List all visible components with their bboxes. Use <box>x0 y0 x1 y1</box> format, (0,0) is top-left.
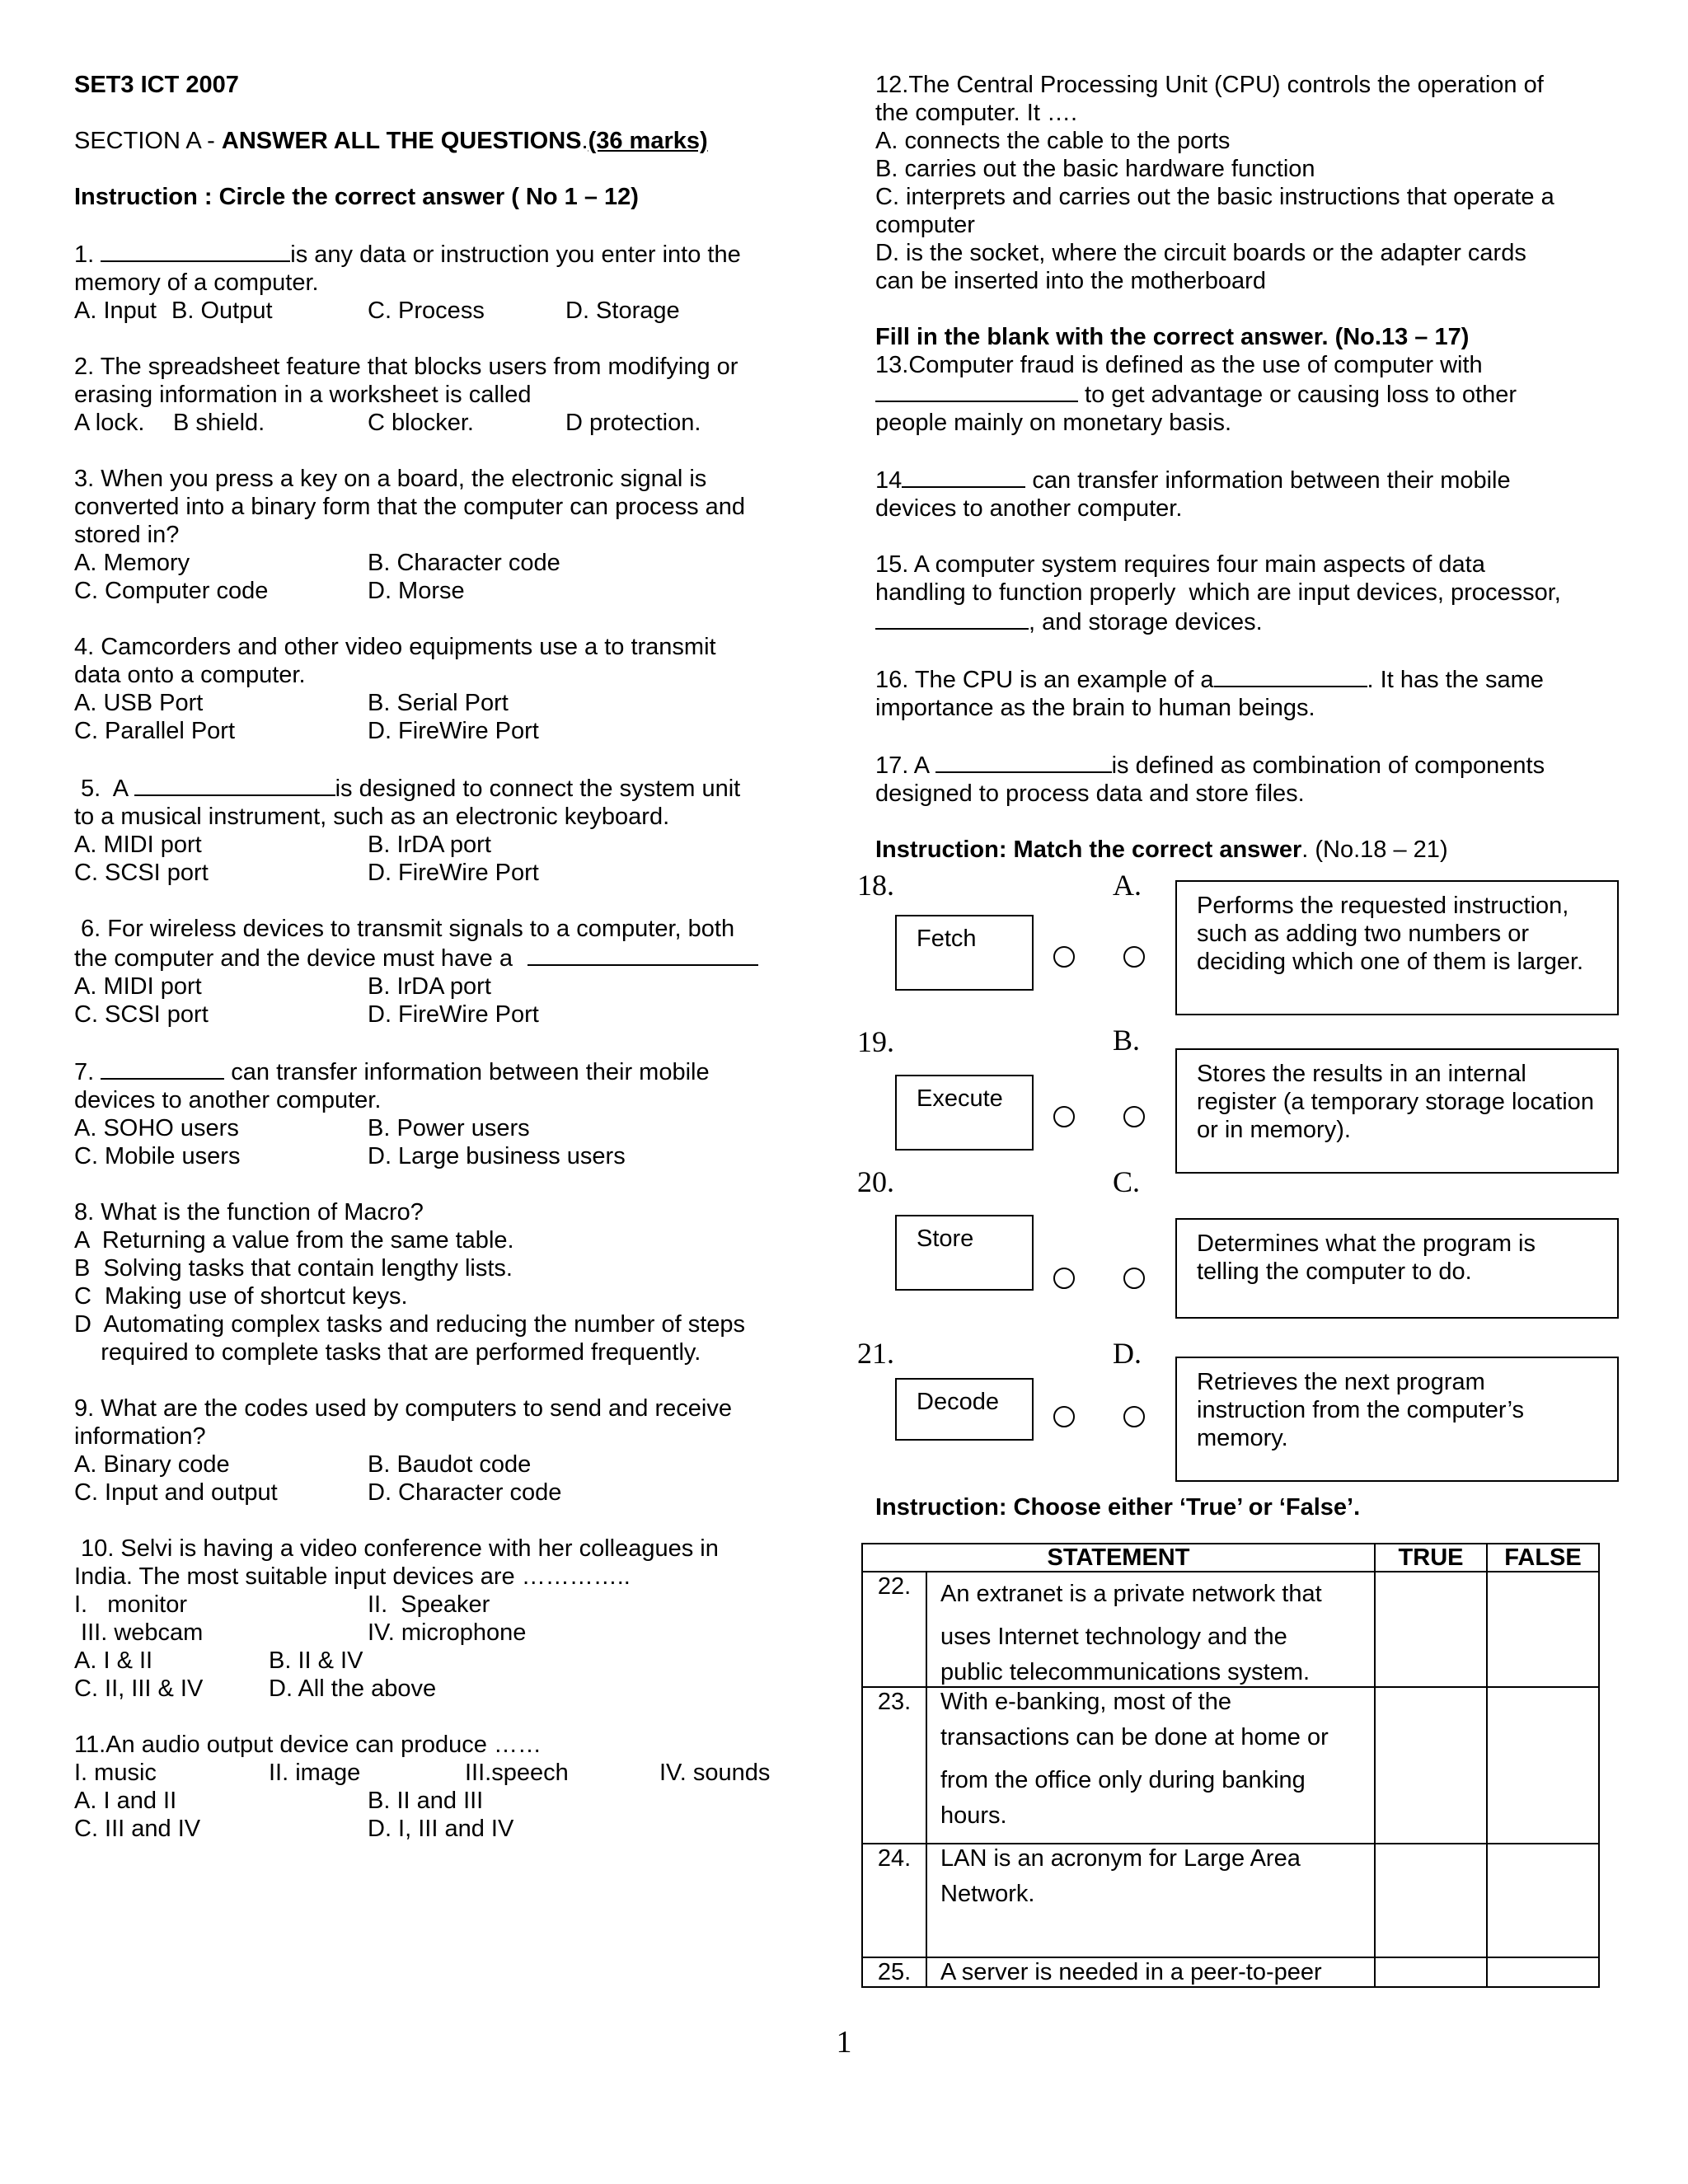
match-circle-left[interactable] <box>1053 946 1075 968</box>
false-cell[interactable] <box>1487 1687 1599 1844</box>
left-column <box>74 71 816 1843</box>
question-7: 7. can transfer information between their mobile devices to another computer. A. SOHO users B. Power users C. Mobile users D. Large business users <box>74 1057 816 1170</box>
match-desc-box: Determines what the program is telling the computer to do. <box>1175 1218 1619 1319</box>
match-letter: B. <box>1113 1024 1141 1057</box>
match-term-box: Execute <box>895 1075 1034 1151</box>
page-number: 1 <box>836 2025 852 2060</box>
question-6: 6. For wireless devices to transmit signals to a computer, both the computer and the device must have a A. MIDI port B. IrDA port C. SCSI port D. FireWire Port <box>74 915 816 1029</box>
table-row: 24. LAN is an acronym for Large Area Network. <box>862 1844 1599 1957</box>
match-term-box: Store <box>895 1215 1034 1291</box>
match-instruction: Instruction: Match the correct answer. (No.18 – 21) <box>875 837 1448 863</box>
match-letter: D. <box>1113 1337 1142 1370</box>
true-cell[interactable] <box>1375 1687 1487 1844</box>
table-row: 25. A server is needed in a peer-to-peer <box>862 1957 1599 1987</box>
match-number: 18. <box>857 869 894 902</box>
match-desc-box: Retrieves the next program instruction from the computer’s memory. <box>1175 1357 1619 1482</box>
right-column <box>875 71 1601 864</box>
truefalse-table <box>861 1543 1600 1988</box>
section-heading: SECTION A - ANSWER ALL THE QUESTIONS.(36 marks) <box>74 128 708 154</box>
match-desc-box: Performs the requested instruction, such as adding two numbers or deciding which one of them is larger. <box>1175 880 1619 1015</box>
match-term-box: Decode <box>895 1378 1034 1441</box>
set-title: SET3 ICT 2007 <box>74 72 239 98</box>
question-3: 3. When you press a key on a board, the electronic signal is converted into a binary form that the computer can process and stored in? A. Memory B. Character code C. Computer code D. Morse <box>74 466 746 604</box>
match-letter: A. <box>1113 869 1142 902</box>
match-desc-box: Stores the results in an internal register (a temporary storage location or in memory). <box>1175 1048 1619 1174</box>
match-number: 21. <box>857 1337 894 1370</box>
match-circle-right[interactable] <box>1123 1268 1145 1289</box>
question-4: 4. Camcorders and other video equipments use a to transmit data onto a computer. A. USB Port B. Serial Port C. Parallel Port D. FireWire Port <box>74 634 716 744</box>
question-11: 11.An audio output device can produce …… I. music II. image III.speech IV. sounds A. I and II B. II and III C. III and IV D. I, III and IV <box>74 1732 771 1842</box>
truefalse-instruction: Instruction: Choose either ‘True’ or ‘False’. <box>875 1494 1361 1521</box>
answer-blank <box>101 239 290 262</box>
false-cell[interactable] <box>1487 1844 1599 1957</box>
true-header: TRUE <box>1375 1544 1487 1572</box>
match-number: 19. <box>857 1025 894 1058</box>
statement-header: STATEMENT <box>862 1544 1375 1572</box>
answer-blank <box>1214 664 1367 687</box>
true-cell[interactable] <box>1375 1957 1487 1987</box>
match-circle-left[interactable] <box>1053 1406 1075 1427</box>
answer-blank <box>134 773 335 796</box>
match-circle-right[interactable] <box>1123 1406 1145 1427</box>
match-letter: C. <box>1113 1165 1141 1198</box>
answer-blank <box>528 943 758 966</box>
table-row: 22. An extranet is a private network that uses Internet technology and the public telecommunications system. <box>862 1572 1599 1687</box>
table-header-row <box>862 1544 1599 1572</box>
answer-blank <box>875 379 1078 402</box>
answer-blank <box>935 750 1112 773</box>
true-cell[interactable] <box>1375 1572 1487 1687</box>
question-5: 5. A is designed to connect the system unit to a musical instrument, such as an electronic keyboard. A. MIDI port B. IrDA port C. SCSI port D. FireWire Port <box>74 773 816 887</box>
match-circle-left[interactable] <box>1053 1268 1075 1289</box>
question-10: 10. Selvi is having a video conference with her colleagues in India. The most suitable input devices are ………….. I. monitor II. Speaker III. webcam IV. microphone A. I & II B. II & IV C. II, III & IV D. All the above <box>74 1535 719 1702</box>
false-header: FALSE <box>1487 1544 1599 1572</box>
match-circle-right[interactable] <box>1123 946 1145 968</box>
question-9: 9. What are the codes used by computers to send and receive information? A. Binary code B. Baudot code C. Input and output D. Character code <box>74 1395 732 1506</box>
match-term-box: Fetch <box>895 915 1034 991</box>
question-8: 8. What is the function of Macro? A Returning a value from the same table. B Solving tasks that contain lengthy lists. C Making use of shortcut keys. D Automating complex tasks and reducing the number of steps required to complete tasks that are performed frequently. <box>74 1199 746 1366</box>
false-cell[interactable] <box>1487 1957 1599 1987</box>
answer-blank <box>101 1057 224 1080</box>
match-number: 20. <box>857 1165 894 1198</box>
answer-blank <box>902 465 1025 488</box>
table-row: 23. With e-banking, most of the transactions can be done at home or from the office only during banking hours. <box>862 1687 1599 1844</box>
fill-in-section: Fill in the blank with the correct answer. (No.13 – 17) 13.Computer fraud is defined as the use of computer with to get advantage or causing loss to other people mainly on monetary basis. 14 can transfer information between their mobile devices to another computer. 15. A computer system requires four main aspects of data handling to function properly which are input devices, processor, , and storage devices. 16. The CPU is an example of a . It has the same importance as the brain to human beings. 17. A is defined as combination of components designed to process data and store files. <box>875 323 1601 808</box>
matching-section <box>857 869 1624 1479</box>
mcq-instruction: Instruction : Circle the correct answer ( No 1 – 12) <box>74 184 639 210</box>
false-cell[interactable] <box>1487 1572 1599 1687</box>
fill-instruction: Fill in the blank with the correct answer. (No.13 – 17) <box>875 324 1470 350</box>
question-2: 2. The spreadsheet feature that blocks users from modifying or erasing information in a worksheet is called A lock. B shield. C blocker. D protection. <box>74 354 738 436</box>
match-circle-left[interactable] <box>1053 1106 1075 1127</box>
question-1: 1. is any data or instruction you enter into the memory of a computer. A. Input B. Output C. Process D. Storage <box>74 239 816 325</box>
true-cell[interactable] <box>1375 1844 1487 1957</box>
answer-blank <box>875 607 1029 630</box>
question-12: 12.The Central Processing Unit (CPU) controls the operation of the computer. It …. A. connects the cable to the ports B. carries out the basic hardware function C. interprets and carries out the basic instructions that operate a computer D. is the socket, where the circuit boards or the adapter cards can be inserted into the motherboard <box>875 72 1554 294</box>
match-circle-right[interactable] <box>1123 1106 1145 1127</box>
